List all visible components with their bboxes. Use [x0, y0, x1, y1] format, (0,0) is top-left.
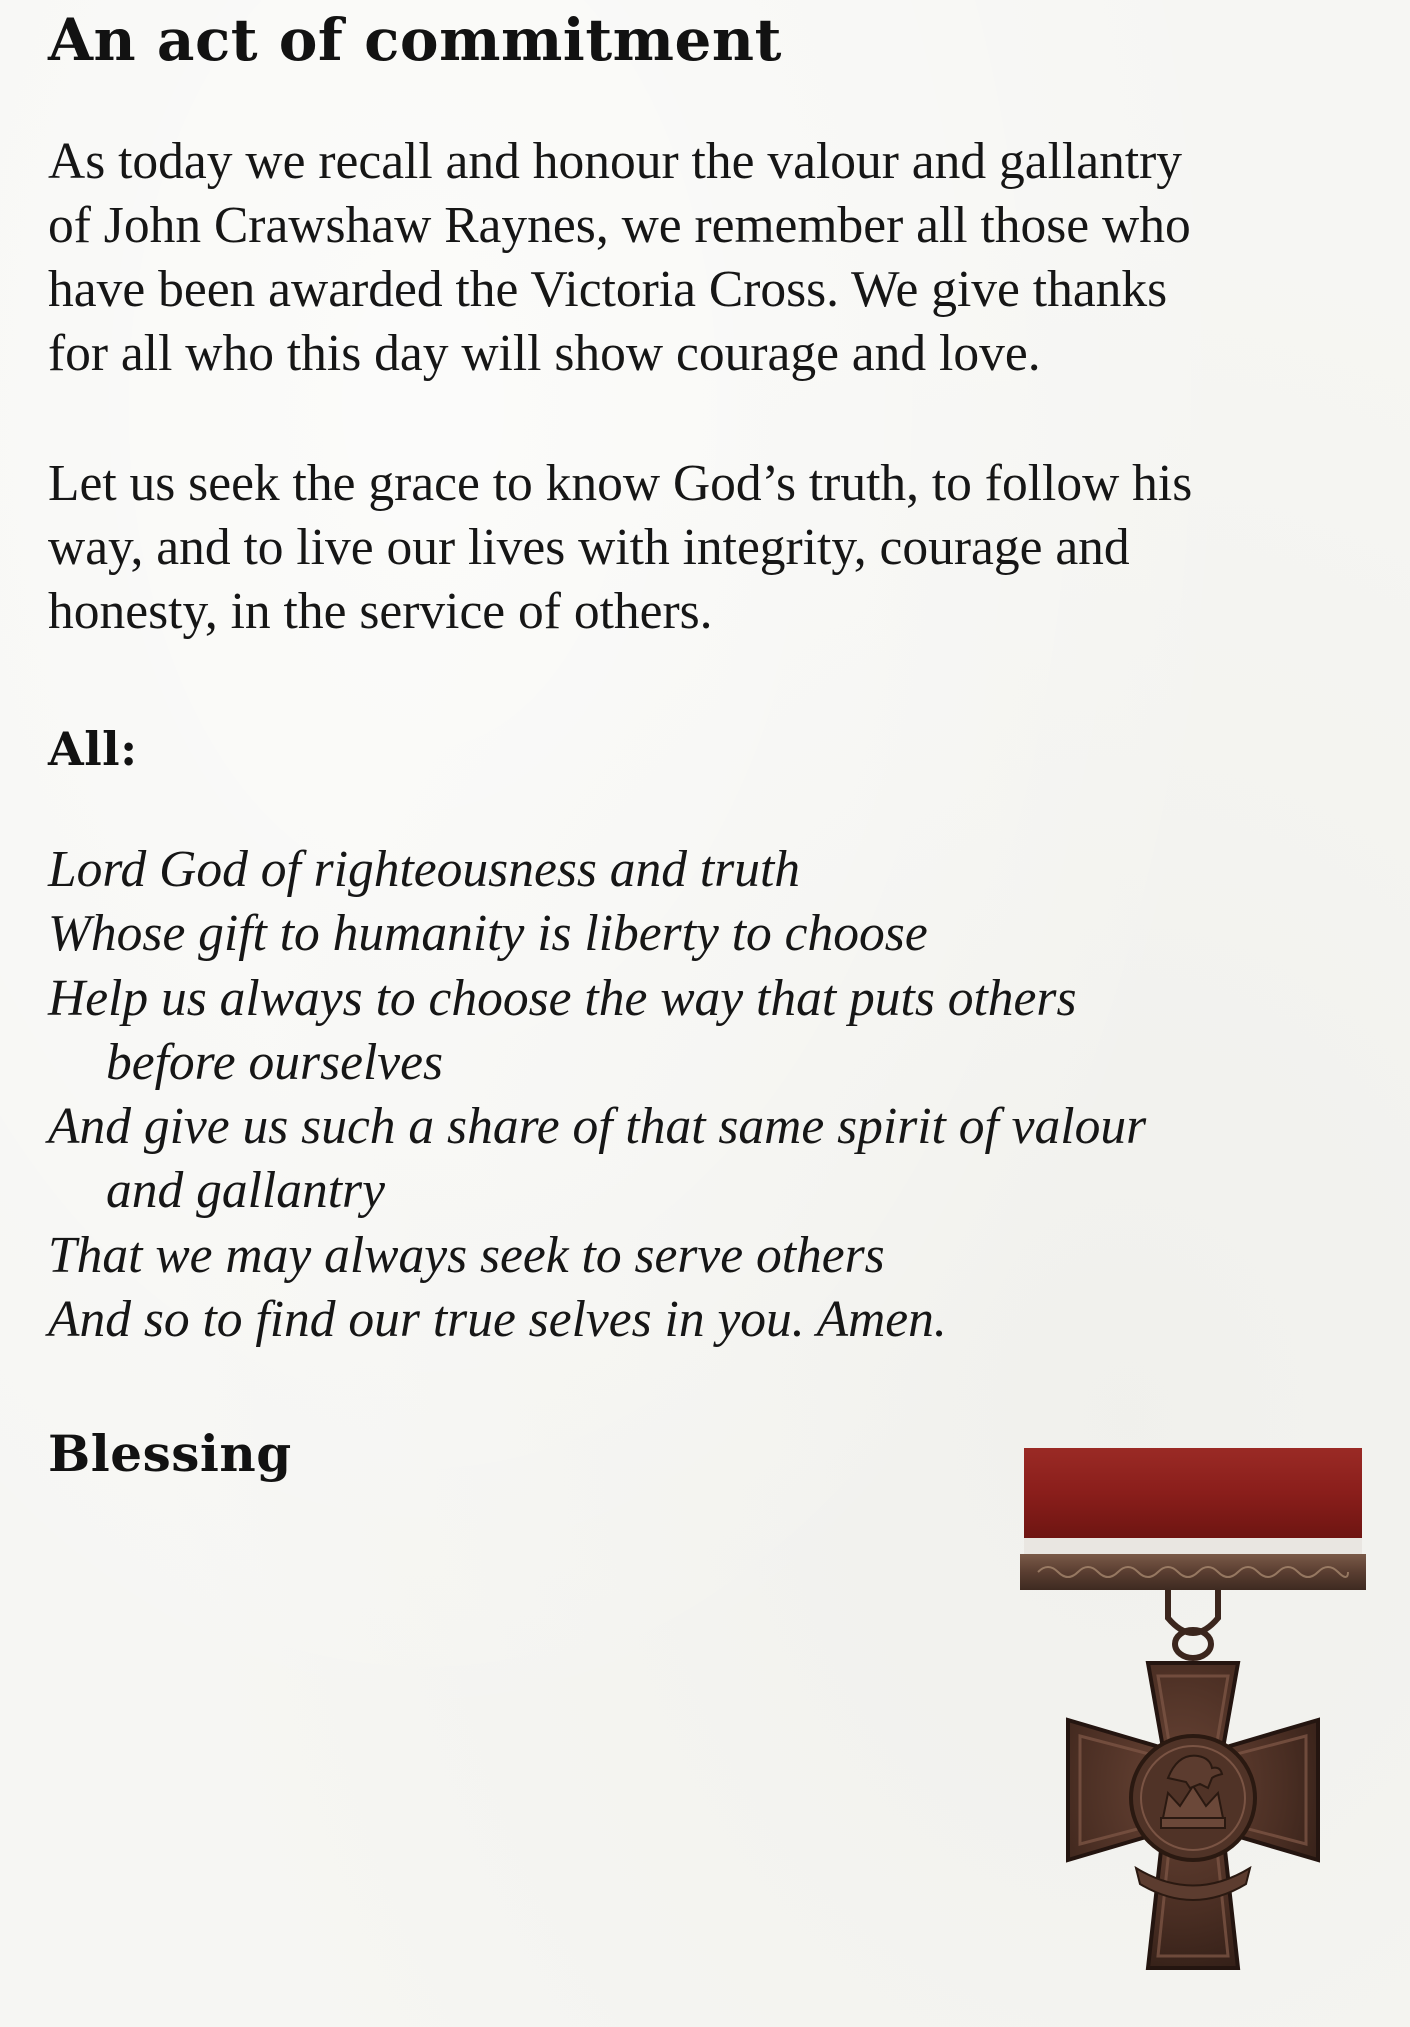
- blessing-heading: Blessing: [48, 1424, 292, 1483]
- paragraph-line: way, and to live our lives with integrity, courage and: [48, 519, 1130, 576]
- prayer-line: before ourselves: [106, 1033, 444, 1091]
- prayer-line: And give us such a share of that same spirit of valour: [48, 1098, 1147, 1156]
- paragraph-line: As today we recall and honour the valour and gallantry: [48, 133, 1183, 190]
- paragraph-line: honesty, in the service of others.: [48, 583, 713, 640]
- grace-paragraph: [48, 452, 1368, 644]
- prayer-line: That we may always seek to serve others: [48, 1226, 885, 1284]
- paragraph-line: of John Crawshaw Raynes, we remember all those who: [48, 197, 1191, 254]
- prayer-line: And so to find our true selves in you. Amen.: [48, 1291, 947, 1349]
- prayer-line: Lord God of righteousness and truth: [48, 841, 801, 898]
- victoria-cross-medal-icon: [1018, 1448, 1368, 2008]
- all-heading: All:: [48, 722, 138, 776]
- prayer-text: [48, 838, 1146, 1352]
- commitment-paragraph: [48, 130, 1368, 386]
- prayer-line: Help us always to choose the way that puts others: [48, 969, 1077, 1027]
- prayer-line: and gallantry: [106, 1162, 385, 1220]
- paragraph-line: Let us seek the grace to know God’s truth, to follow his: [48, 455, 1193, 512]
- prayer-line: Whose gift to humanity is liberty to choose: [48, 905, 928, 963]
- paragraph-line: have been awarded the Victoria Cross. We give thanks: [48, 261, 1168, 318]
- paragraph-line: for all who this day will show courage and love.: [48, 325, 1041, 382]
- page-title: An act of commitment: [48, 6, 782, 74]
